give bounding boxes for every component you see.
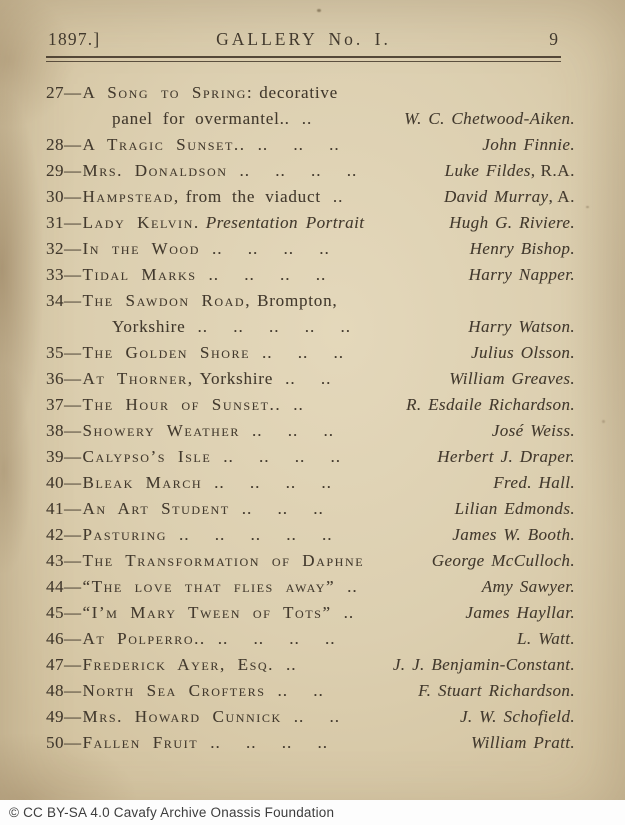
entry-number: 46—: [46, 629, 82, 648]
artist-name: George McCulloch.: [431, 551, 575, 570]
entry-artist: [463, 343, 575, 363]
entry-artist: [436, 187, 575, 207]
entry-artist: [429, 447, 575, 467]
title-segment: At Polperro..: [82, 629, 206, 648]
leader-dots: .. .. .. .. ..: [179, 525, 333, 544]
entry-title: [46, 213, 371, 233]
entry-artist: [441, 213, 575, 233]
entry-title: [46, 291, 343, 311]
catalog-entry-row: [46, 239, 575, 265]
entry-number: 42—: [46, 525, 82, 544]
entry-title: [46, 421, 340, 441]
entry-title: [46, 239, 336, 259]
entry-artist: [396, 109, 575, 129]
leader-dots: .. .. .. .. ..: [197, 317, 351, 336]
title-segment: Bleak March: [82, 473, 203, 492]
catalog-entry-row: [46, 291, 575, 317]
catalog-entry-row: [46, 655, 575, 681]
entry-title: [46, 681, 330, 701]
title-segment: Fallen Fruit: [82, 733, 199, 752]
entry-title: [46, 733, 334, 753]
entry-title: [46, 525, 339, 545]
artist-name: J. J. Benjamin-Constant.: [392, 655, 575, 674]
artist-honorific: , A.: [548, 187, 575, 206]
artist-name: L. Watt.: [517, 629, 575, 648]
title-segment: Tidal Marks: [82, 265, 197, 284]
entry-number: 34—: [46, 291, 82, 310]
entry-title: [46, 369, 337, 389]
leader-dots: .. .. ..: [251, 421, 334, 440]
entry-title: [46, 109, 318, 129]
entry-number: 48—: [46, 681, 82, 700]
title-segment: At Thorner,: [82, 369, 194, 388]
page-footer: [0, 800, 625, 825]
entry-title: [46, 499, 330, 519]
catalog-entry-row: [46, 109, 575, 135]
title-segment: Mrs. Howard Cunnick: [82, 707, 282, 726]
catalog-entry-row: [46, 161, 575, 187]
artist-honorific: , R.A.: [530, 161, 575, 180]
leader-dots: .. ..: [277, 681, 324, 700]
entry-artist: [444, 525, 575, 545]
entry-number: 47—: [46, 655, 82, 674]
artist-name: Luke Fildes: [444, 161, 531, 180]
catalog-entry-row: [46, 395, 575, 421]
entry-title: [46, 317, 357, 337]
entry-title: [46, 577, 364, 597]
paper-stain: [586, 206, 589, 208]
catalog-entry-row: [46, 551, 575, 577]
entry-artist: [463, 733, 575, 753]
leader-dots: ..: [286, 655, 297, 674]
title-segment: Frederick Ayer, Esq.: [82, 655, 275, 674]
leader-dots: ..: [301, 109, 313, 128]
header-year: 1897.]: [48, 29, 101, 49]
artist-name: William Pratt.: [471, 733, 575, 752]
title-segment: North Sea Crofters: [82, 681, 266, 700]
leader-dots: .. .. .. ..: [214, 473, 332, 492]
entry-artist: [460, 317, 575, 337]
entry-artist: [462, 239, 575, 259]
header-rule: [46, 56, 561, 62]
catalog-entry-row: [46, 577, 575, 603]
title-segment: “The love that flies away”: [82, 577, 336, 596]
license-text: © CC BY-SA 4.0 Cavafy Archive Onassis Foundation: [9, 805, 335, 820]
artist-name: F. Stuart Richardson.: [418, 681, 575, 700]
leader-dots: ..: [332, 187, 344, 206]
entry-artist: [474, 135, 575, 155]
leader-dots: .. .. .. ..: [212, 239, 330, 258]
artist-name: David Murray: [443, 187, 549, 206]
entry-number: 40—: [46, 473, 82, 492]
title-segment: Lady Kelvin.: [82, 213, 200, 232]
entry-number: 37—: [46, 395, 82, 414]
leader-dots: .. ..: [285, 369, 332, 388]
title-segment: The Sawdon Road,: [82, 291, 252, 310]
entry-number: 38—: [46, 421, 82, 440]
catalog-entry-row: [46, 317, 575, 343]
title-segment: Mrs. Donaldson: [82, 161, 228, 180]
catalog-entry-row: [46, 499, 575, 525]
entry-title: [46, 395, 310, 415]
entry-title: [46, 707, 346, 727]
catalog-entry-row: [46, 603, 575, 629]
entry-artist: [474, 577, 575, 597]
title-segment: from the viaduct: [185, 187, 321, 206]
catalog-entry-row: [46, 707, 575, 733]
artist-name: William Greaves.: [449, 369, 575, 388]
leader-dots: .. .. ..: [257, 135, 340, 154]
entry-title: [46, 655, 303, 675]
entry-title: [46, 551, 370, 571]
entry-number: 32—: [46, 239, 82, 258]
entry-artist: [424, 551, 575, 571]
entry-title: [46, 83, 344, 103]
catalog-entry-row: [46, 369, 575, 395]
entry-title: [46, 447, 347, 467]
catalog-entry-row: [46, 213, 575, 239]
entry-number: 50—: [46, 733, 82, 752]
leader-dots: ..: [347, 577, 358, 596]
entry-artist: [447, 499, 575, 519]
leader-dots: ..: [343, 603, 355, 622]
title-segment: “I’m Mary Tween of Tots”: [82, 603, 332, 622]
entry-number: 44—: [46, 577, 82, 596]
title-segment: Calypso’s Isle: [82, 447, 212, 466]
title-segment: Yorkshire: [199, 369, 274, 388]
entry-title: [46, 187, 349, 207]
artist-name: James Hayllar.: [465, 603, 575, 622]
entry-number: 41—: [46, 499, 82, 518]
artist-name: Fred. Hall.: [493, 473, 575, 492]
entry-artist: [441, 369, 575, 389]
entry-number: 27—: [46, 83, 82, 102]
leader-dots: .. .. .. ..: [208, 265, 327, 284]
entry-number: 31—: [46, 213, 82, 232]
artist-name: Hugh G. Riviere.: [449, 213, 575, 232]
artist-name: Lilian Edmonds.: [454, 499, 575, 518]
title-segment: The Transformation of Daphne: [82, 551, 365, 570]
catalog-entry-row: [46, 265, 575, 291]
entry-title: [46, 135, 346, 155]
entry-title: [46, 629, 342, 649]
entry-artist: [398, 395, 575, 415]
artist-name: Herbert J. Draper.: [437, 447, 575, 466]
entry-number: 30—: [46, 187, 82, 206]
artist-name: James W. Booth.: [452, 525, 575, 544]
title-segment: panel for overmantel..: [112, 109, 290, 128]
leader-dots: ..: [293, 395, 304, 414]
artist-name: Amy Sawyer.: [481, 577, 575, 596]
entry-title: [46, 343, 350, 363]
artist-name: Julius Olsson.: [471, 343, 575, 362]
leader-dots: .. .. .. ..: [210, 733, 328, 752]
entry-title: [46, 161, 363, 181]
leader-dots: .. .. ..: [262, 343, 345, 362]
leader-dots: .. .. ..: [241, 499, 324, 518]
entry-artist: [437, 161, 575, 181]
catalog-entry-row: [46, 473, 575, 499]
artist-name: Harry Watson.: [468, 317, 575, 336]
artist-name: J. W. Schofield.: [459, 707, 575, 726]
entry-number: 39—: [46, 447, 82, 466]
entry-number: 33—: [46, 265, 82, 284]
catalog-entry-row: [46, 733, 575, 759]
leader-dots: .. .. .. ..: [217, 629, 336, 648]
entry-title: [46, 265, 332, 285]
entry-artist: [452, 707, 575, 727]
catalog-entry-row: [46, 447, 575, 473]
header-gallery-title: GALLERY No. I.: [216, 29, 391, 49]
title-segment: Hampstead,: [82, 187, 180, 206]
entry-artist: [509, 629, 575, 649]
catalog-entry-row: [46, 135, 575, 161]
catalog-entry-row: [46, 421, 575, 447]
header-page-number: 9: [549, 29, 559, 49]
title-segment: decorative: [259, 83, 339, 102]
title-segment: An Art Student: [82, 499, 230, 518]
entry-artist: [484, 421, 575, 441]
entry-artist: [385, 655, 575, 675]
title-segment: Presentation Portrait: [205, 213, 365, 232]
catalog-entry-row: [46, 83, 575, 109]
artist-name: John Finnie.: [482, 135, 575, 154]
title-segment: A Song to Spring:: [82, 83, 254, 102]
leader-dots: .. ..: [293, 707, 340, 726]
entry-title: [46, 473, 338, 493]
title-segment: In the Wood: [82, 239, 200, 258]
entry-number: 35—: [46, 343, 82, 362]
catalog-entry-row: [46, 525, 575, 551]
title-segment: Brompton,: [257, 291, 338, 310]
entry-number: 43—: [46, 551, 82, 570]
catalog-entry-row: [46, 681, 575, 707]
catalog-entry-row: [46, 629, 575, 655]
leader-dots: .. .. .. ..: [223, 447, 342, 466]
artist-name: Harry Napper.: [468, 265, 575, 284]
entry-artist: [485, 473, 575, 493]
title-segment: A Tragic Sunset..: [82, 135, 246, 154]
entry-number: 49—: [46, 707, 82, 726]
artist-name: W. C. Chetwood-Aiken.: [404, 109, 575, 128]
artist-name: José Weiss.: [491, 421, 575, 440]
artist-name: Henry Bishop.: [469, 239, 575, 258]
entry-title: [46, 603, 360, 623]
title-segment: Yorkshire: [112, 317, 186, 336]
entry-artist: [461, 265, 575, 285]
entry-artist: [457, 603, 575, 623]
title-segment: Showery Weather: [82, 421, 240, 440]
leader-dots: .. .. .. ..: [239, 161, 358, 180]
artist-name: R. Esdaile Richardson.: [406, 395, 575, 414]
catalog-entry-row: [46, 187, 575, 213]
page-header: [46, 29, 561, 62]
entry-number: 29—: [46, 161, 82, 180]
title-segment: The Hour of Sunset..: [82, 395, 282, 414]
catalog-entry-row: [46, 343, 575, 369]
entry-artist: [410, 681, 575, 701]
entry-number: 45—: [46, 603, 82, 622]
title-segment: Pasturing: [82, 525, 168, 544]
catalog-list: [46, 83, 575, 759]
paper-stain: [602, 420, 605, 423]
title-segment: The Golden Shore: [82, 343, 251, 362]
entry-number: 36—: [46, 369, 82, 388]
page-content: [46, 0, 575, 759]
entry-number: 28—: [46, 135, 82, 154]
